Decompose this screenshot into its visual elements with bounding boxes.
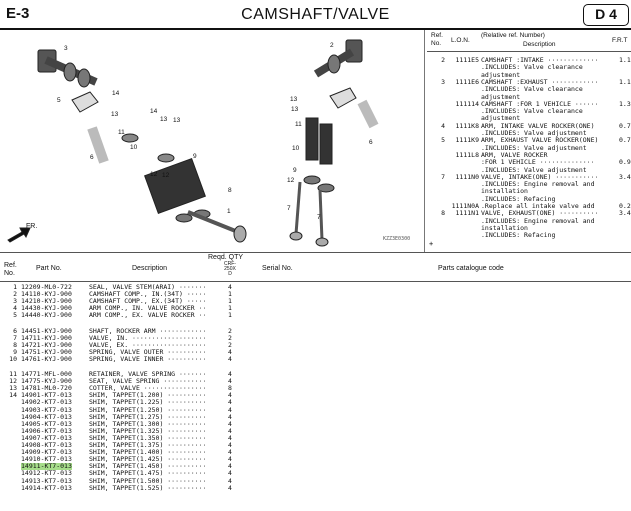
part-number: 14908-KT7-013	[21, 441, 72, 449]
labor-frt: 3.4	[619, 209, 631, 218]
labor-description: .Replace all intake valve add	[481, 203, 595, 210]
part-qty: 4	[228, 398, 232, 407]
labor-frt: 0.7	[619, 136, 631, 145]
diagram-callout: 13	[160, 116, 168, 123]
labor-lon: 1111E6	[455, 77, 479, 86]
part-qty: 4	[228, 433, 232, 442]
diagram-drawing	[0, 30, 425, 252]
part-qty: 4	[228, 370, 232, 378]
labor-lon: 1111N1	[455, 209, 479, 218]
part-qty: 4	[228, 412, 232, 421]
rt-relref-header: (Relative ref. Number)	[481, 32, 545, 39]
labor-description: adjustment	[481, 93, 521, 101]
part-qty: 4	[228, 448, 232, 457]
section-code: E-3	[6, 5, 30, 22]
part-qty: 4	[228, 455, 232, 464]
part-description: SHIM, TAPPET(1.450) ··········	[89, 463, 207, 471]
diagram-callout: 14	[150, 108, 158, 115]
diagram-callout: 10	[292, 145, 300, 152]
part-ref: 2	[13, 290, 17, 299]
page-header	[0, 0, 631, 30]
labor-ref: 2	[441, 56, 445, 64]
rt-desc-header: Description	[523, 41, 556, 48]
labor-description: CAMSHAFT :FOR 1 VEHICLE ······	[481, 100, 599, 108]
labor-description: ARM, VALVE ROCKER	[481, 151, 548, 159]
labor-description: installation	[481, 188, 528, 196]
part-description: SHAFT, ROCKER ARM ············	[89, 327, 207, 335]
rt-frt-header: F.R.T	[612, 37, 628, 44]
part-description: ARM COMP., EX. VALVE ROCKER ··	[89, 312, 207, 320]
part-number: 14905-KT7-013	[21, 419, 72, 428]
diagram-callout: 2	[330, 42, 334, 49]
part-description: SHIM, TAPPET(1.525) ··········	[89, 484, 207, 492]
rocker-shaft-drawing	[92, 128, 104, 162]
part-qty: 4	[228, 419, 232, 428]
labor-frt: 0.7	[619, 121, 631, 130]
exploded-parts-diagram	[0, 30, 425, 252]
part-number: 14430-KYJ-900	[21, 304, 72, 313]
part-description: SEAT, VALVE SPRING ···········	[89, 378, 207, 386]
labor-time-table	[427, 32, 631, 252]
part-number: 14913-KT7-013	[21, 476, 72, 485]
part-qty: 1	[228, 311, 232, 320]
labor-frt: 3.4	[619, 172, 631, 181]
part-number: 14910-KT7-013	[21, 455, 72, 464]
diagram-callout: 9	[293, 167, 297, 174]
part-number: 14110-KYJ-900	[21, 290, 72, 299]
part-number: 14761-KYJ-900	[21, 354, 72, 363]
part-ref: 6	[13, 326, 17, 335]
labor-lon: 1111N0A	[451, 202, 479, 210]
part-ref: 8	[13, 340, 17, 349]
page-number-badge: D 4	[583, 4, 629, 26]
part-description: SHIM, TAPPET(1.375) ··········	[89, 442, 207, 449]
diagram-callout: 13	[291, 106, 299, 113]
part-description: SHIM, TAPPET(1.225) ··········	[89, 399, 207, 407]
diagram-callout: 3	[64, 45, 68, 52]
part-ref: 3	[13, 297, 17, 306]
col-part-no: Part No.	[36, 265, 62, 272]
labor-lon: 111114	[455, 99, 479, 108]
part-description: SHIM, TAPPET(1.300) ··········	[89, 420, 207, 428]
labor-description: adjustment	[481, 115, 521, 123]
part-description: SHIM, TAPPET(1.400) ··········	[89, 449, 207, 457]
labor-ref: 8	[441, 209, 445, 218]
part-number: 14901-KT7-013	[21, 391, 72, 400]
labor-description: :FOR 1 VEHICLE ··············	[481, 159, 595, 167]
labor-description: VALVE, INTAKE(ONE) ···········	[481, 173, 599, 181]
part-number: 14906-KT7-013	[21, 426, 72, 435]
diagram-callout: 12	[162, 172, 170, 179]
labor-lon: 1111E5	[455, 56, 479, 64]
labor-frt: 1.1	[619, 56, 631, 64]
parts-row[interactable]	[0, 485, 245, 492]
part-number: 14781-ML0-720	[21, 384, 72, 393]
labor-ref: 5	[441, 136, 445, 145]
part-ref: 9	[13, 347, 17, 356]
rt-ref-header: Ref. No.	[431, 32, 443, 47]
valve-train-right-drawing	[290, 118, 334, 246]
part-number: 14771-MFL-000	[21, 370, 72, 378]
part-number: 14751-KYJ-900	[21, 347, 72, 356]
labor-frt: 1.3	[619, 99, 631, 108]
part-ref: 10	[9, 354, 17, 363]
part-description: CAMSHAFT COMP., EX.(34T) ·····	[89, 298, 207, 306]
col-description: Description	[132, 265, 168, 272]
labor-frt: 0.9	[619, 158, 631, 167]
part-description: ARM COMP., IN. VALVE ROCKER ··	[89, 305, 207, 313]
rocker-shaft-drawing-2	[362, 102, 374, 126]
part-qty: 1	[228, 304, 232, 313]
part-description: VALVE, EX. ···················	[89, 341, 207, 349]
diagram-callout: 1	[227, 208, 231, 215]
part-qty: 8	[228, 384, 232, 393]
part-qty: 4	[228, 426, 232, 435]
front-direction-arrow-icon	[8, 228, 30, 242]
part-description: SHIM, TAPPET(1.325) ··········	[89, 427, 207, 435]
part-number: 14904-KT7-013	[21, 412, 72, 421]
rt-marker: +	[429, 240, 434, 248]
labor-description: .INCLUDES: Valve adjustment	[481, 166, 587, 174]
parts-list-header	[0, 252, 631, 282]
labor-lon: 1111N0	[455, 172, 479, 181]
part-number: 14440-KYJ-900	[21, 311, 72, 320]
rocker-arm-exhaust-drawing	[72, 92, 98, 112]
labor-description: .INCLUDES: Engine removal and	[481, 217, 595, 225]
diagram-callout: 8	[228, 187, 232, 194]
labor-description: ARM, EXHAUST VALVE ROCKER(ONE)	[481, 137, 599, 145]
part-ref: 4	[13, 304, 17, 313]
part-qty: 2	[228, 340, 232, 349]
part-qty: 4	[228, 441, 232, 449]
labor-ref: 3	[441, 77, 445, 86]
labor-description: .INCLUDES: Engine removal and	[481, 181, 595, 189]
part-description: SHIM, TAPPET(1.350) ··········	[89, 434, 207, 442]
part-description: SPRING, VALVE INNER ··········	[89, 355, 207, 363]
diagram-callout: 9	[193, 153, 197, 160]
labor-description: VALVE, EXHAUST(ONE) ··········	[481, 210, 599, 218]
diagram-callout: 12	[150, 171, 158, 178]
labor-description: .INCLUDES: Valve clearance	[481, 86, 583, 94]
labor-description: ARM, INTAKE VALVE ROCKER(ONE)	[481, 122, 595, 130]
rocker-arm-intake-drawing	[330, 88, 356, 108]
labor-description: .INCLUDES: Valve clearance	[481, 108, 583, 116]
diagram-callout: 13	[173, 117, 181, 124]
part-qty: 4	[228, 354, 232, 363]
labor-ref: 4	[441, 121, 445, 130]
labor-lon: 1111K9	[455, 136, 479, 145]
labor-frt: 0.2	[619, 202, 631, 210]
part-number: 14902-KT7-013	[21, 398, 72, 407]
labor-description: .INCLUDES: Valve clearance	[481, 64, 583, 72]
camshaft-exhaust-drawing	[38, 50, 96, 87]
diagram-callout: 7	[317, 214, 321, 221]
part-description: RETAINER, VALVE SPRING ·······	[89, 371, 207, 378]
part-description: CAMSHAFT COMP., IN.(34T) ·····	[89, 291, 207, 299]
parts-row[interactable]	[0, 356, 245, 363]
part-description: SHIM, TAPPET(1.250) ··········	[89, 406, 207, 414]
part-description: SEAL, VALVE STEM(ARAI) ·······	[89, 284, 207, 291]
camshaft-intake-drawing	[316, 40, 362, 74]
diagram-callout: 6	[90, 154, 94, 161]
part-qty: 4	[228, 469, 232, 478]
part-description: SHIM, TAPPET(1.200) ··········	[89, 392, 207, 400]
part-description: SHIM, TAPPET(1.425) ··········	[89, 456, 207, 464]
part-number: 14903-KT7-013	[21, 405, 72, 414]
part-ref: 11	[9, 370, 17, 378]
part-number: 14721-KYJ-900	[21, 340, 72, 349]
part-description: SPRING, VALVE OUTER ··········	[89, 348, 207, 356]
part-ref: 14	[9, 391, 17, 400]
part-number: 14912-KT7-013	[21, 469, 72, 478]
rt-lon-header: L.O.N.	[451, 37, 470, 44]
labor-description: CAMSHAFT :INTAKE ·············	[481, 57, 599, 64]
part-qty: 1	[228, 297, 232, 306]
diagram-callout: 13	[290, 96, 298, 103]
part-qty: 4	[228, 377, 232, 386]
part-qty: 1	[228, 290, 232, 299]
labor-description: CAMSHAFT :EXHAUST ············	[481, 78, 599, 86]
labor-lon: 1111K8	[455, 121, 479, 130]
part-qty: 4	[228, 405, 232, 414]
col-qty: Reqd. QTY	[208, 254, 244, 261]
part-ref: 5	[13, 311, 17, 320]
diagram-callout: 6	[369, 139, 373, 146]
part-qty: 4	[228, 283, 232, 291]
part-description: SHIM, TAPPET(1.475) ··········	[89, 470, 207, 478]
labor-description: .INCLUDES: Valve adjustment	[481, 144, 587, 152]
part-description: SHIM, TAPPET(1.275) ··········	[89, 413, 207, 421]
labor-description: installation	[481, 224, 528, 232]
labor-lon: 1111L8	[455, 150, 479, 159]
part-ref: 7	[13, 333, 17, 342]
diagram-reference-code: KZZ3E0300	[383, 236, 411, 242]
part-ref: 12	[9, 377, 17, 386]
part-number: 14911-KT7-013	[21, 462, 72, 471]
part-qty: 4	[228, 391, 232, 400]
labor-ref: 7	[441, 172, 445, 181]
part-number: 14210-KYJ-900	[21, 297, 72, 306]
diagram-callout: 5	[57, 97, 61, 104]
part-qty: 4	[228, 476, 232, 485]
part-number: 14775-KYJ-900	[21, 377, 72, 386]
part-qty: 2	[228, 333, 232, 342]
col-catalogue: Parts catalogue code	[438, 265, 504, 272]
diagram-callout: 11	[118, 129, 125, 136]
parts-row[interactable]	[0, 312, 245, 319]
part-number: 14907-KT7-013	[21, 433, 72, 442]
part-description: VALVE, IN. ···················	[89, 334, 207, 342]
col-ref-no: Ref. No.	[4, 262, 17, 277]
part-description: SHIM, TAPPET(1.500) ··········	[89, 477, 207, 485]
part-number: 14711-KYJ-900	[21, 333, 72, 342]
page-title: CAMSHAFT/VALVE	[241, 6, 390, 23]
diagram-callout: 11	[295, 121, 302, 128]
part-description: COTTER, VALVE ················	[89, 385, 207, 393]
labor-description: .INCLUDES: Refacing	[481, 232, 556, 240]
part-qty: 4	[228, 347, 232, 356]
labor-description: adjustment	[481, 71, 521, 79]
part-number: 14914-KT7-013	[21, 483, 72, 492]
part-qty: 4	[228, 462, 232, 471]
part-qty: 2	[228, 326, 232, 335]
diagram-callout: 10	[130, 144, 138, 151]
labor-frt: 1.1	[619, 77, 631, 86]
part-number: 12209-ML0-722	[21, 283, 72, 291]
diagram-callout: 12	[287, 177, 295, 184]
diagram-callout: 13	[111, 111, 119, 118]
part-qty: 4	[228, 483, 232, 492]
part-ref: 13	[9, 384, 17, 393]
diagram-callout: FR.	[26, 223, 38, 230]
labor-description: .INCLUDES: Refacing	[481, 195, 556, 203]
diagram-callout: 14	[112, 90, 120, 97]
labor-description: .INCLUDES: Valve adjustment	[481, 130, 587, 137]
part-number: 14451-KYJ-900	[21, 326, 72, 335]
col-serial: Serial No.	[262, 265, 293, 272]
part-number: 14909-KT7-013	[21, 448, 72, 457]
part-ref: 1	[13, 283, 17, 291]
col-qty-model: CRF- 250X D	[224, 261, 236, 277]
diagram-callout: 7	[287, 205, 291, 212]
